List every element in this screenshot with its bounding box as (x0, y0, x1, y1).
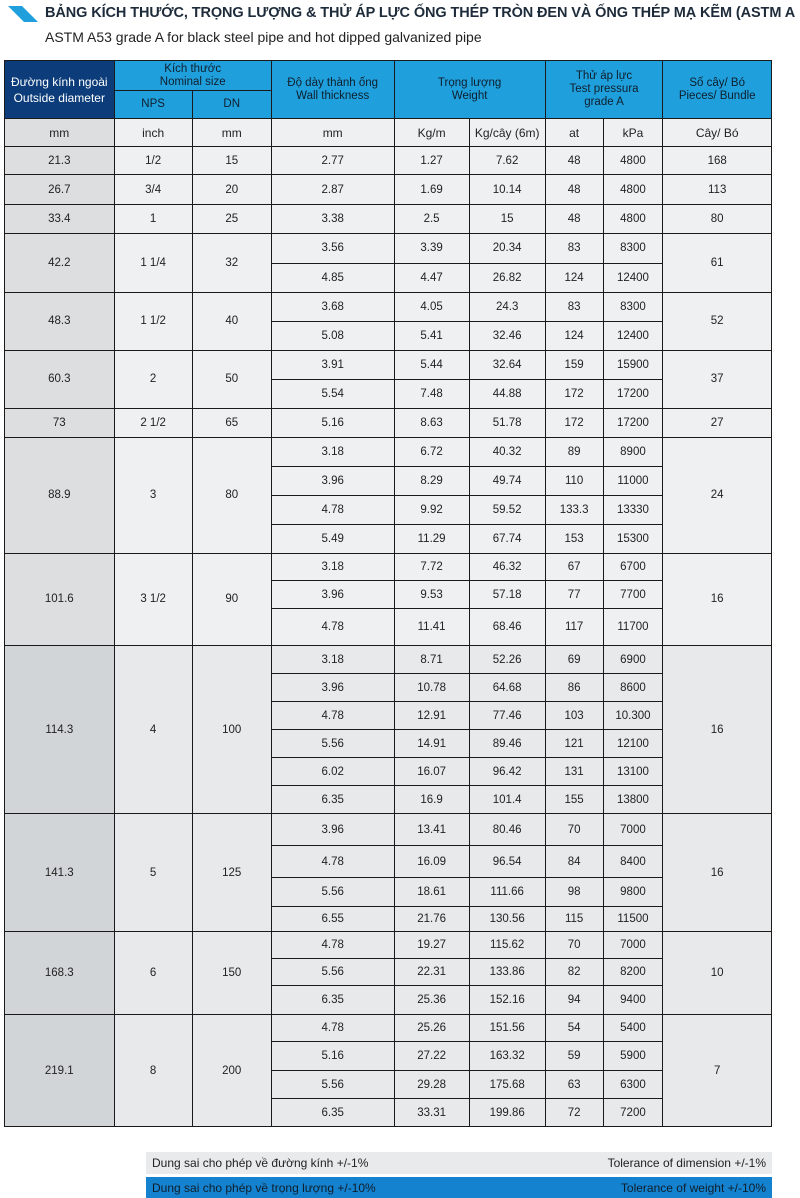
cell-nps: 3 1/2 (114, 553, 192, 646)
cell-pressure-at: 131 (545, 758, 603, 786)
cell-pieces-bundle: 24 (663, 437, 772, 553)
cell-pieces-bundle: 168 (663, 147, 772, 175)
cell-dn: 100 (192, 646, 271, 814)
cell-dn: 50 (192, 351, 271, 409)
cell-nps: 1 (114, 205, 192, 234)
cell-wall-thickness: 3.18 (271, 553, 394, 581)
cell-pressure-at: 59 (545, 1042, 603, 1071)
cell-pressure-at: 48 (545, 205, 603, 234)
cell-weight-kgm: 6.72 (394, 437, 469, 466)
cell-nps: 2 (114, 351, 192, 409)
cell-wall-thickness: 3.38 (271, 205, 394, 234)
cell-weight-kgm: 12.91 (394, 702, 469, 730)
table-row (5, 205, 772, 234)
cell-weight-kgpc: 115.62 (469, 932, 545, 959)
cell-wall-thickness: 4.78 (271, 932, 394, 959)
cell-nps: 4 (114, 646, 192, 814)
cell-weight-kgm: 16.9 (394, 786, 469, 814)
cell-weight-kgm: 8.71 (394, 646, 469, 674)
cell-nps: 8 (114, 1015, 192, 1127)
table-row (5, 1015, 772, 1042)
cell-weight-kgpc: 133.86 (469, 959, 545, 986)
cell-pressure-at: 83 (545, 292, 603, 322)
cell-weight-kgm: 22.31 (394, 959, 469, 986)
cell-dn: 15 (192, 147, 271, 175)
cell-pressure-at: 117 (545, 609, 603, 646)
cell-dn: 200 (192, 1015, 271, 1127)
table-row (5, 234, 772, 264)
cell-pressure-kpa: 6700 (603, 553, 663, 581)
cell-pressure-kpa: 17200 (603, 380, 663, 409)
cell-pressure-kpa: 11700 (603, 609, 663, 646)
cell-weight-kgm: 14.91 (394, 730, 469, 758)
header-weight (394, 61, 545, 119)
cell-pressure-at: 48 (545, 175, 603, 205)
page-subtitle: ASTM A53 grade A for black steel pipe and hot dipped galvanized pipe (45, 29, 482, 45)
cell-wall-thickness: 3.96 (271, 674, 394, 702)
cell-dn: 125 (192, 814, 271, 932)
cell-pieces-bundle: 27 (663, 408, 772, 437)
cell-pieces-bundle: 16 (663, 646, 772, 814)
cell-wall-thickness: 6.35 (271, 986, 394, 1015)
cell-pressure-kpa: 8300 (603, 234, 663, 264)
cell-wall-thickness: 3.56 (271, 234, 394, 264)
cell-outside-diameter: 48.3 (5, 292, 115, 351)
header-weight-en: Weight (451, 89, 488, 102)
table-row (5, 292, 772, 322)
unit-pcs: Cây/ Bó (663, 119, 772, 147)
header-dn: DN (192, 91, 271, 119)
cell-pressure-at: 159 (545, 351, 603, 380)
cell-wall-thickness: 6.02 (271, 758, 394, 786)
unit-kpa: kPa (603, 119, 663, 147)
cell-pressure-kpa: 13800 (603, 786, 663, 814)
cell-pressure-at: 98 (545, 878, 603, 907)
cell-nps: 6 (114, 932, 192, 1015)
cell-pressure-at: 89 (545, 437, 603, 466)
cell-pressure-at: 48 (545, 147, 603, 175)
cell-wall-thickness: 5.56 (271, 959, 394, 986)
table-row (5, 408, 772, 437)
cell-weight-kgpc: 59.52 (469, 495, 545, 524)
header-test-en: Test pressura (569, 83, 639, 95)
cell-pressure-kpa: 4800 (603, 147, 663, 175)
cell-weight-kgm: 18.61 (394, 878, 469, 907)
cell-wall-thickness: 4.85 (271, 263, 394, 292)
cell-wall-thickness: 5.56 (271, 878, 394, 907)
cell-pressure-kpa: 8400 (603, 846, 663, 878)
cell-weight-kgm: 25.26 (394, 1015, 469, 1042)
cell-pieces-bundle: 61 (663, 234, 772, 293)
cell-pieces-bundle: 113 (663, 175, 772, 205)
header-od-en: Outside diameter (13, 90, 105, 105)
cell-wall-thickness: 5.16 (271, 408, 394, 437)
cell-pressure-at: 124 (545, 322, 603, 351)
cell-weight-kgm: 8.63 (394, 408, 469, 437)
cell-pressure-kpa: 12400 (603, 322, 663, 351)
header-weight-vi: Trọng lượng (437, 76, 502, 89)
cell-pressure-at: 67 (545, 553, 603, 581)
cell-pressure-at: 172 (545, 380, 603, 409)
cell-pressure-at: 70 (545, 814, 603, 846)
cell-pieces-bundle: 80 (663, 205, 772, 234)
cell-pressure-kpa: 11500 (603, 906, 663, 932)
header-nominal-vi: Kích thước (164, 62, 222, 75)
cell-wall-thickness: 5.08 (271, 322, 394, 351)
cell-pressure-at: 72 (545, 1099, 603, 1127)
cell-weight-kgpc: 175.68 (469, 1071, 545, 1099)
cell-weight-kgpc: 32.46 (469, 322, 545, 351)
cell-pressure-at: 63 (545, 1071, 603, 1099)
cell-weight-kgpc: 44.88 (469, 380, 545, 409)
cell-weight-kgpc: 52.26 (469, 646, 545, 674)
cell-weight-kgpc: 77.46 (469, 702, 545, 730)
cell-weight-kgm: 3.39 (394, 234, 469, 264)
cell-weight-kgpc: 89.46 (469, 730, 545, 758)
cell-weight-kgpc: 152.16 (469, 986, 545, 1015)
cell-pressure-kpa: 8300 (603, 292, 663, 322)
cell-pieces-bundle: 10 (663, 932, 772, 1015)
cell-pressure-kpa: 5400 (603, 1015, 663, 1042)
cell-pressure-at: 86 (545, 674, 603, 702)
cell-weight-kgpc: 64.68 (469, 674, 545, 702)
tolerance-dimension-vi: Dung sai cho phép về đường kính +/-1% (152, 1156, 369, 1170)
cell-weight-kgm: 16.09 (394, 846, 469, 878)
cell-wall-thickness: 5.16 (271, 1042, 394, 1071)
unit-kgpc: Kg/cây (6m) (469, 119, 545, 147)
cell-weight-kgpc: 26.82 (469, 263, 545, 292)
cell-nps: 3 (114, 437, 192, 553)
cell-pressure-at: 155 (545, 786, 603, 814)
cell-pressure-at: 121 (545, 730, 603, 758)
cell-outside-diameter: 114.3 (5, 646, 115, 814)
header-nominal-size (114, 61, 271, 91)
cell-wall-thickness: 6.35 (271, 786, 394, 814)
cell-weight-kgpc: 51.78 (469, 408, 545, 437)
table-row (5, 646, 772, 674)
header-test-vi: Thử áp lực (575, 70, 633, 82)
cell-pressure-at: 110 (545, 466, 603, 495)
cell-weight-kgpc: 151.56 (469, 1015, 545, 1042)
table-row (5, 553, 772, 581)
cell-weight-kgm: 8.29 (394, 466, 469, 495)
cell-outside-diameter: 42.2 (5, 234, 115, 293)
cell-weight-kgm: 1.69 (394, 175, 469, 205)
cell-weight-kgpc: 10.14 (469, 175, 545, 205)
cell-dn: 20 (192, 175, 271, 205)
table-row (5, 932, 772, 959)
cell-nps: 2 1/2 (114, 408, 192, 437)
cell-wall-thickness: 3.68 (271, 292, 394, 322)
cell-pressure-at: 83 (545, 234, 603, 264)
cell-outside-diameter: 88.9 (5, 437, 115, 553)
cell-pressure-kpa: 8600 (603, 674, 663, 702)
cell-weight-kgpc: 96.54 (469, 846, 545, 878)
cell-weight-kgm: 16.07 (394, 758, 469, 786)
cell-pressure-kpa: 15900 (603, 351, 663, 380)
cell-wall-thickness: 3.96 (271, 814, 394, 846)
cell-weight-kgpc: 7.62 (469, 147, 545, 175)
cell-weight-kgpc: 80.46 (469, 814, 545, 846)
header-wall-en: Wall thickness (296, 89, 370, 102)
cell-pressure-kpa: 9800 (603, 878, 663, 907)
header-pieces-bundle (663, 61, 772, 119)
cell-pressure-at: 115 (545, 906, 603, 932)
cell-pressure-at: 172 (545, 408, 603, 437)
cell-pressure-kpa: 4800 (603, 175, 663, 205)
cell-weight-kgpc: 40.32 (469, 437, 545, 466)
cell-weight-kgm: 9.92 (394, 495, 469, 524)
page-title: BẢNG KÍCH THƯỚC, TRỌNG LƯỢNG & THỬ ÁP LỰC ỐNG THÉP TRÒN ĐEN VÀ ỐNG THÉP MẠ KẼM (ASTM A (45, 5, 796, 21)
units-row (5, 119, 772, 147)
cell-weight-kgm: 7.72 (394, 553, 469, 581)
cell-dn: 80 (192, 437, 271, 553)
cell-pressure-kpa: 7200 (603, 1099, 663, 1127)
logo-stripe-icon (8, 6, 40, 22)
header-od-vi: Đường kính ngoài (10, 74, 108, 89)
header-wall-thickness (271, 61, 394, 119)
cell-wall-thickness: 4.78 (271, 495, 394, 524)
cell-dn: 40 (192, 292, 271, 351)
cell-dn: 90 (192, 553, 271, 646)
cell-wall-thickness: 3.18 (271, 646, 394, 674)
cell-pressure-kpa: 5900 (603, 1042, 663, 1071)
cell-weight-kgm: 9.53 (394, 581, 469, 609)
cell-pressure-kpa: 9400 (603, 986, 663, 1015)
header-wall-vi: Độ dày thành ống (287, 76, 379, 89)
cell-weight-kgm: 2.5 (394, 205, 469, 234)
cell-wall-thickness: 4.78 (271, 609, 394, 646)
cell-wall-thickness: 4.78 (271, 1015, 394, 1042)
cell-outside-diameter: 219.1 (5, 1015, 115, 1127)
header-nps: NPS (114, 91, 192, 119)
cell-pressure-kpa: 13100 (603, 758, 663, 786)
pipe-spec-table (4, 60, 772, 1127)
cell-nps: 1 1/2 (114, 292, 192, 351)
cell-dn: 65 (192, 408, 271, 437)
cell-dn: 150 (192, 932, 271, 1015)
cell-nps: 1/2 (114, 147, 192, 175)
cell-pressure-at: 70 (545, 932, 603, 959)
cell-weight-kgpc: 96.42 (469, 758, 545, 786)
unit-at: at (545, 119, 603, 147)
document-header (0, 0, 800, 58)
cell-weight-kgpc: 111.66 (469, 878, 545, 907)
cell-weight-kgm: 19.27 (394, 932, 469, 959)
cell-pressure-at: 54 (545, 1015, 603, 1042)
cell-weight-kgpc: 49.74 (469, 466, 545, 495)
header-outside-diameter (5, 61, 115, 119)
cell-weight-kgpc: 163.32 (469, 1042, 545, 1071)
cell-dn: 32 (192, 234, 271, 293)
cell-weight-kgm: 7.48 (394, 380, 469, 409)
cell-outside-diameter: 101.6 (5, 553, 115, 646)
cell-weight-kgm: 29.28 (394, 1071, 469, 1099)
cell-weight-kgm: 11.29 (394, 524, 469, 553)
cell-pieces-bundle: 7 (663, 1015, 772, 1127)
cell-outside-diameter: 60.3 (5, 351, 115, 409)
tolerance-dimension-en: Tolerance of dimension +/-1% (607, 1156, 766, 1170)
cell-wall-thickness: 5.56 (271, 730, 394, 758)
table-row (5, 175, 772, 205)
table-row (5, 351, 772, 380)
header-pcs-en: Pieces/ Bundle (678, 89, 756, 102)
header-test-pressure (545, 61, 663, 119)
cell-pieces-bundle: 52 (663, 292, 772, 351)
cell-wall-thickness: 4.78 (271, 702, 394, 730)
unit-od: mm (5, 119, 115, 147)
cell-pressure-kpa: 7700 (603, 581, 663, 609)
table-row (5, 814, 772, 846)
cell-weight-kgm: 11.41 (394, 609, 469, 646)
cell-pressure-kpa: 7000 (603, 814, 663, 846)
cell-pieces-bundle: 37 (663, 351, 772, 409)
cell-wall-thickness: 5.54 (271, 380, 394, 409)
cell-wall-thickness: 5.49 (271, 524, 394, 553)
tolerance-weight-en: Tolerance of weight +/-10% (620, 1181, 766, 1195)
cell-pressure-kpa: 6300 (603, 1071, 663, 1099)
cell-pressure-kpa: 17200 (603, 408, 663, 437)
cell-nps: 1 1/4 (114, 234, 192, 293)
cell-weight-kgm: 4.47 (394, 263, 469, 292)
cell-wall-thickness: 3.96 (271, 466, 394, 495)
cell-pressure-at: 153 (545, 524, 603, 553)
cell-pressure-at: 69 (545, 646, 603, 674)
cell-nps: 5 (114, 814, 192, 932)
cell-pressure-at: 133.3 (545, 495, 603, 524)
header-test-grade: grade A (584, 96, 624, 108)
unit-wall: mm (271, 119, 394, 147)
cell-pressure-kpa: 7000 (603, 932, 663, 959)
cell-weight-kgm: 10.78 (394, 674, 469, 702)
cell-pressure-kpa: 8200 (603, 959, 663, 986)
table-row (5, 147, 772, 175)
cell-weight-kgm: 5.41 (394, 322, 469, 351)
unit-dn: mm (192, 119, 271, 147)
cell-weight-kgm: 4.05 (394, 292, 469, 322)
unit-kgm: Kg/m (394, 119, 469, 147)
cell-pressure-kpa: 8900 (603, 437, 663, 466)
cell-weight-kgpc: 46.32 (469, 553, 545, 581)
tolerance-weight-bar (146, 1177, 772, 1198)
cell-pressure-kpa: 12400 (603, 263, 663, 292)
table-row (5, 437, 772, 466)
cell-weight-kgm: 5.44 (394, 351, 469, 380)
cell-outside-diameter: 168.3 (5, 932, 115, 1015)
cell-pressure-kpa: 12100 (603, 730, 663, 758)
cell-outside-diameter: 73 (5, 408, 115, 437)
cell-pressure-kpa: 11000 (603, 466, 663, 495)
cell-pressure-kpa: 15300 (603, 524, 663, 553)
cell-wall-thickness: 6.55 (271, 906, 394, 932)
cell-weight-kgm: 1.27 (394, 147, 469, 175)
cell-wall-thickness: 3.91 (271, 351, 394, 380)
cell-pressure-at: 94 (545, 986, 603, 1015)
cell-weight-kgpc: 68.46 (469, 609, 545, 646)
cell-weight-kgm: 13.41 (394, 814, 469, 846)
cell-wall-thickness: 2.87 (271, 175, 394, 205)
cell-weight-kgpc: 57.18 (469, 581, 545, 609)
cell-pressure-kpa: 10.300 (603, 702, 663, 730)
cell-weight-kgpc: 32.64 (469, 351, 545, 380)
cell-wall-thickness: 6.35 (271, 1099, 394, 1127)
cell-weight-kgm: 25.36 (394, 986, 469, 1015)
cell-pressure-at: 82 (545, 959, 603, 986)
cell-weight-kgpc: 130.56 (469, 906, 545, 932)
cell-outside-diameter: 26.7 (5, 175, 115, 205)
unit-nps: inch (114, 119, 192, 147)
cell-wall-thickness: 5.56 (271, 1071, 394, 1099)
cell-outside-diameter: 141.3 (5, 814, 115, 932)
cell-weight-kgpc: 15 (469, 205, 545, 234)
cell-pressure-at: 77 (545, 581, 603, 609)
cell-weight-kgpc: 20.34 (469, 234, 545, 264)
cell-outside-diameter: 21.3 (5, 147, 115, 175)
cell-weight-kgm: 21.76 (394, 906, 469, 932)
tolerance-weight-vi: Dung sai cho phép về trọng lượng +/-10% (152, 1181, 376, 1195)
cell-pressure-kpa: 6900 (603, 646, 663, 674)
cell-wall-thickness: 3.18 (271, 437, 394, 466)
cell-nps: 3/4 (114, 175, 192, 205)
cell-pressure-kpa: 13330 (603, 495, 663, 524)
cell-weight-kgm: 27.22 (394, 1042, 469, 1071)
cell-weight-kgpc: 199.86 (469, 1099, 545, 1127)
cell-weight-kgpc: 101.4 (469, 786, 545, 814)
cell-dn: 25 (192, 205, 271, 234)
cell-weight-kgm: 33.31 (394, 1099, 469, 1127)
cell-wall-thickness: 3.96 (271, 581, 394, 609)
cell-pressure-at: 84 (545, 846, 603, 878)
tolerance-dimension-bar (146, 1152, 772, 1174)
cell-outside-diameter: 33.4 (5, 205, 115, 234)
cell-pieces-bundle: 16 (663, 814, 772, 932)
cell-pressure-kpa: 4800 (603, 205, 663, 234)
cell-pressure-at: 124 (545, 263, 603, 292)
header-pcs-vi: Số cây/ Bó (689, 76, 745, 89)
cell-weight-kgpc: 67.74 (469, 524, 545, 553)
cell-weight-kgpc: 24.3 (469, 292, 545, 322)
cell-wall-thickness: 2.77 (271, 147, 394, 175)
cell-pieces-bundle: 16 (663, 553, 772, 646)
cell-wall-thickness: 4.78 (271, 846, 394, 878)
header-nominal-en: Nominal size (159, 75, 226, 88)
cell-pressure-at: 103 (545, 702, 603, 730)
